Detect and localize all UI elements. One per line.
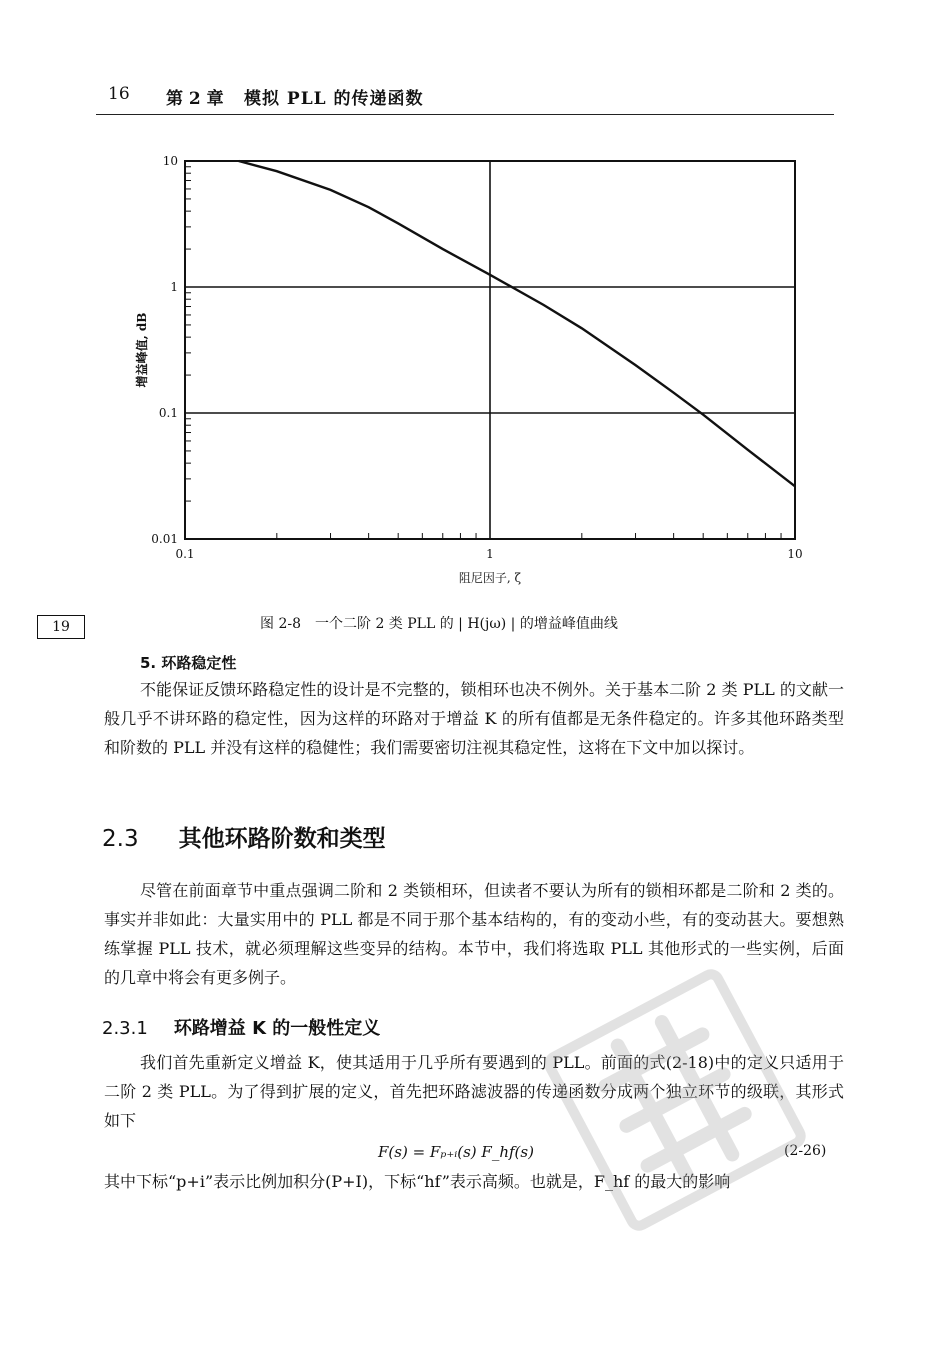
section-title: 其他环路阶数和类型 bbox=[178, 826, 386, 852]
x-tick-label: 10 bbox=[787, 547, 803, 561]
equation: F(s) = Fₚ₊ᵢ(s) F_hf(s) bbox=[378, 1143, 534, 1161]
x-axis-label: 阻尼因子, ζ bbox=[458, 571, 522, 585]
subsection-number: 2.3.1 bbox=[102, 1018, 148, 1039]
chapter-label: 第 2 章 bbox=[166, 89, 224, 109]
x-tick-label: 0.1 bbox=[175, 547, 195, 561]
subsection-title: 环路增益 K 的一般性定义 bbox=[173, 1018, 381, 1039]
section-heading bbox=[102, 820, 386, 853]
gain-peak-chart bbox=[120, 145, 820, 595]
sub-heading: 5. 环路稳定性 bbox=[140, 654, 237, 672]
header-rule bbox=[96, 114, 834, 115]
page-number: 16 bbox=[108, 84, 130, 104]
gain-curve bbox=[239, 161, 795, 486]
y-tick-label: 1 bbox=[170, 280, 178, 294]
chapter-title: 模拟 PLL 的传递函数 bbox=[244, 89, 424, 109]
y-tick-label: 0.01 bbox=[151, 532, 178, 546]
y-axis-label: 增益峰值, dB bbox=[135, 312, 149, 388]
paragraph-subscripts: 其中下标“p+i”表示比例加积分(P+I)，下标“hf”表示高频。也就是，F_hf 的最大的影响 bbox=[104, 1172, 731, 1191]
paragraph-stability: 不能保证反馈环路稳定性的设计是不完整的，锁相环也决不例外。关于基本二阶 2 类 PLL 的文献一般几乎不讲环路的稳定性，因为这样的环路对于增益 K 的所有值都是无条件稳定的。许多其他环路类型和阶数的 PLL 并没有这样的稳健性；我们需要密切注视其稳定性，这将在下文中加以探讨。 bbox=[104, 680, 844, 757]
y-tick-label: 0.1 bbox=[158, 406, 178, 420]
margin-page-number: 19 bbox=[37, 615, 85, 639]
y-tick-label: 10 bbox=[162, 154, 178, 168]
subsection-heading bbox=[102, 1014, 380, 1040]
figure-caption: 图 2-8 一个二阶 2 类 PLL 的 | H(jω) | 的增益峰值曲线 bbox=[260, 616, 618, 632]
x-tick-label: 1 bbox=[486, 547, 494, 561]
running-header bbox=[100, 84, 834, 112]
paragraph-gain: 我们首先重新定义增益 K，使其适用于几乎所有要遇到的 PLL。前面的式(2-18)中的定义只适用于二阶 2 类 PLL。为了得到扩展的定义，首先把环路滤波器的传递函数分成两个独立环节的级联，其形式如下 bbox=[104, 1053, 844, 1130]
y-tick-labels bbox=[151, 154, 178, 546]
equation-number: (2-26) bbox=[784, 1143, 827, 1159]
paragraph-intro: 尽管在前面章节中重点强调二阶和 2 类锁相环，但读者不要认为所有的锁相环都是二阶和 2 类的。事实并非如此：大量实用中的 PLL 都是不同于那个基本结构的，有的变动小些，有的变动甚大。要想熟练掌握 PLL 技术，就必须理解这些变异的结构。本节中，我们将选取 PLL 其他形式的一些实例，后面的几章中将会有更多例子。 bbox=[104, 881, 844, 987]
chart-grid bbox=[185, 161, 795, 539]
section-number: 2.3 bbox=[102, 826, 139, 852]
minor-ticks bbox=[185, 167, 781, 539]
x-tick-labels bbox=[175, 547, 802, 561]
